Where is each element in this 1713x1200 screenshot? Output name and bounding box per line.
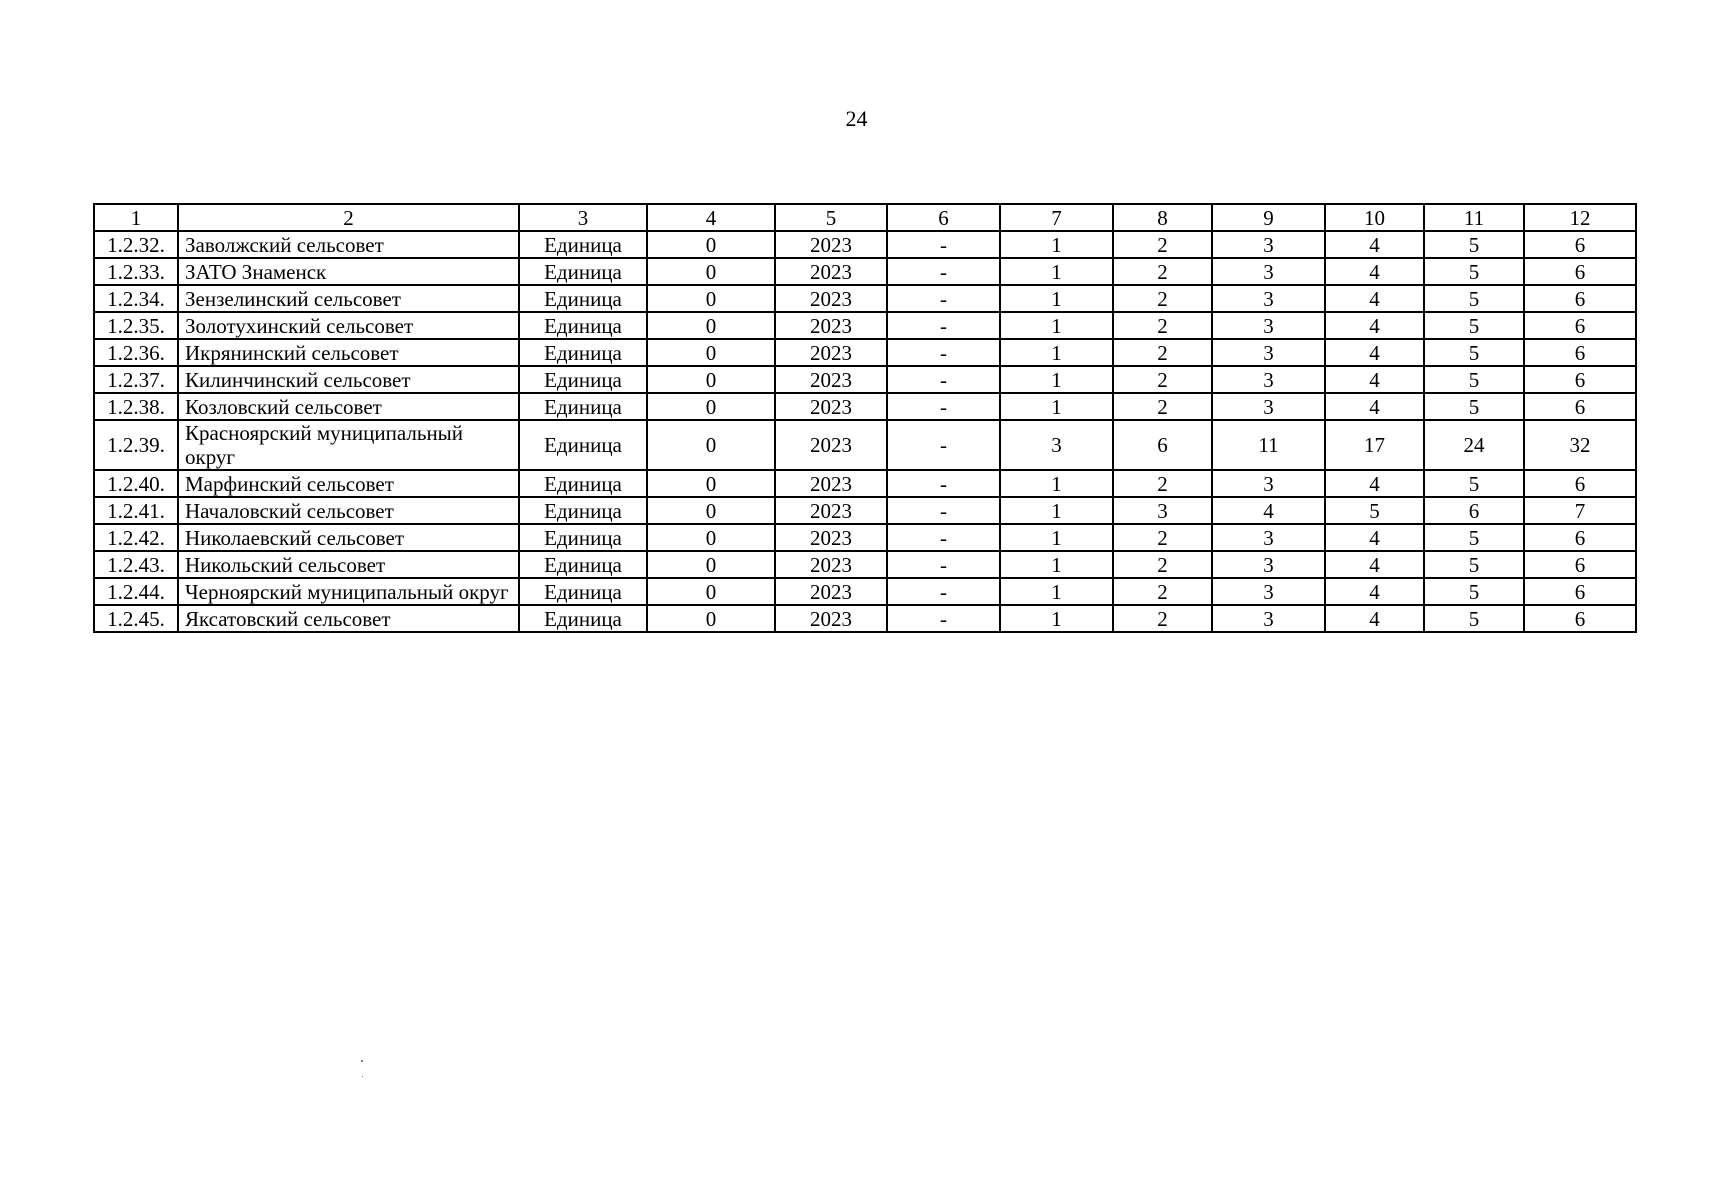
- col-12-value: 7: [1524, 497, 1636, 524]
- col-7-value: 1: [1000, 578, 1113, 605]
- row-unit: Единица: [519, 470, 647, 497]
- col-5-value: 2023: [775, 578, 887, 605]
- col-10-value: 4: [1325, 551, 1424, 578]
- col-12-value: 6: [1524, 339, 1636, 366]
- row-code: 1.2.33.: [94, 258, 178, 285]
- table-body: [94, 231, 1636, 632]
- col-7-value: 1: [1000, 497, 1113, 524]
- row-name: Золотухинский сельсовет: [178, 312, 519, 339]
- row-code: 1.2.44.: [94, 578, 178, 605]
- col-5-value: 2023: [775, 605, 887, 632]
- row-unit: Единица: [519, 285, 647, 312]
- scan-speck: [361, 1060, 363, 1062]
- col-9-value: 11: [1212, 420, 1325, 470]
- col-10-value: 4: [1325, 470, 1424, 497]
- col-9-value: 3: [1212, 258, 1325, 285]
- col-12-value: 6: [1524, 524, 1636, 551]
- row-name: Началовский сельсовет: [178, 497, 519, 524]
- row-name: Козловский сельсовет: [178, 393, 519, 420]
- col-4-value: 0: [647, 393, 775, 420]
- col-8-value: 2: [1113, 312, 1212, 339]
- table-row: [94, 393, 1636, 420]
- col-8-value: 2: [1113, 258, 1212, 285]
- column-header: 6: [887, 204, 1000, 231]
- row-code: 1.2.36.: [94, 339, 178, 366]
- col-4-value: 0: [647, 231, 775, 258]
- col-8-value: 2: [1113, 578, 1212, 605]
- col-9-value: 3: [1212, 605, 1325, 632]
- col-6-value: -: [887, 312, 1000, 339]
- col-4-value: 0: [647, 470, 775, 497]
- col-9-value: 3: [1212, 578, 1325, 605]
- col-6-value: -: [887, 366, 1000, 393]
- col-11-value: 5: [1424, 605, 1524, 632]
- col-7-value: 1: [1000, 285, 1113, 312]
- col-4-value: 0: [647, 339, 775, 366]
- col-11-value: 24: [1424, 420, 1524, 470]
- col-6-value: -: [887, 551, 1000, 578]
- table-row: [94, 312, 1636, 339]
- col-9-value: 3: [1212, 524, 1325, 551]
- col-7-value: 1: [1000, 605, 1113, 632]
- col-5-value: 2023: [775, 312, 887, 339]
- column-header: 4: [647, 204, 775, 231]
- col-8-value: 2: [1113, 524, 1212, 551]
- col-11-value: 5: [1424, 470, 1524, 497]
- table-row: [94, 366, 1636, 393]
- col-4-value: 0: [647, 497, 775, 524]
- row-code: 1.2.35.: [94, 312, 178, 339]
- table-row: [94, 231, 1636, 258]
- table-row: [94, 497, 1636, 524]
- col-7-value: 1: [1000, 258, 1113, 285]
- row-code: 1.2.38.: [94, 393, 178, 420]
- col-9-value: 3: [1212, 285, 1325, 312]
- col-12-value: 6: [1524, 470, 1636, 497]
- col-10-value: 4: [1325, 605, 1424, 632]
- page-number: 24: [845, 106, 868, 131]
- col-11-value: 5: [1424, 366, 1524, 393]
- col-10-value: 4: [1325, 285, 1424, 312]
- row-code: 1.2.43.: [94, 551, 178, 578]
- row-name: Икрянинский сельсовет: [178, 339, 519, 366]
- row-unit: Единица: [519, 578, 647, 605]
- col-12-value: 6: [1524, 312, 1636, 339]
- column-header: 5: [775, 204, 887, 231]
- col-5-value: 2023: [775, 497, 887, 524]
- col-10-value: 4: [1325, 339, 1424, 366]
- col-6-value: -: [887, 524, 1000, 551]
- table-row: [94, 551, 1636, 578]
- column-header: 3: [519, 204, 647, 231]
- table-header: [94, 204, 1636, 231]
- row-unit: Единица: [519, 551, 647, 578]
- col-9-value: 3: [1212, 339, 1325, 366]
- col-8-value: 2: [1113, 339, 1212, 366]
- col-4-value: 0: [647, 285, 775, 312]
- col-6-value: -: [887, 605, 1000, 632]
- col-9-value: 3: [1212, 551, 1325, 578]
- col-12-value: 6: [1524, 605, 1636, 632]
- col-12-value: 6: [1524, 231, 1636, 258]
- col-6-value: -: [887, 258, 1000, 285]
- col-4-value: 0: [647, 312, 775, 339]
- col-12-value: 6: [1524, 393, 1636, 420]
- col-4-value: 0: [647, 420, 775, 470]
- row-code: 1.2.41.: [94, 497, 178, 524]
- col-11-value: 5: [1424, 393, 1524, 420]
- table-row: [94, 420, 1636, 470]
- row-name: ЗАТО Знаменск: [178, 258, 519, 285]
- col-11-value: 5: [1424, 339, 1524, 366]
- col-7-value: 3: [1000, 420, 1113, 470]
- table-row: [94, 605, 1636, 632]
- col-5-value: 2023: [775, 524, 887, 551]
- col-7-value: 1: [1000, 524, 1113, 551]
- col-8-value: 3: [1113, 497, 1212, 524]
- col-12-value: 6: [1524, 258, 1636, 285]
- col-6-value: -: [887, 393, 1000, 420]
- column-header: 12: [1524, 204, 1636, 231]
- col-8-value: 2: [1113, 605, 1212, 632]
- col-8-value: 6: [1113, 420, 1212, 470]
- col-5-value: 2023: [775, 551, 887, 578]
- row-name: Черноярский муниципальный округ: [178, 578, 519, 605]
- col-5-value: 2023: [775, 470, 887, 497]
- col-5-value: 2023: [775, 393, 887, 420]
- row-name: Марфинский сельсовет: [178, 470, 519, 497]
- row-code: 1.2.34.: [94, 285, 178, 312]
- col-6-value: -: [887, 231, 1000, 258]
- col-10-value: 4: [1325, 393, 1424, 420]
- column-header: 1: [94, 204, 178, 231]
- table-row: [94, 470, 1636, 497]
- col-6-value: -: [887, 420, 1000, 470]
- col-10-value: 4: [1325, 231, 1424, 258]
- col-6-value: -: [887, 470, 1000, 497]
- col-7-value: 1: [1000, 339, 1113, 366]
- col-5-value: 2023: [775, 366, 887, 393]
- table-row: [94, 524, 1636, 551]
- col-8-value: 2: [1113, 285, 1212, 312]
- row-unit: Единица: [519, 393, 647, 420]
- col-9-value: 3: [1212, 470, 1325, 497]
- col-11-value: 5: [1424, 551, 1524, 578]
- row-code: 1.2.42.: [94, 524, 178, 551]
- col-4-value: 0: [647, 366, 775, 393]
- col-7-value: 1: [1000, 393, 1113, 420]
- column-header: 10: [1325, 204, 1424, 231]
- row-name: Зензелинский сельсовет: [178, 285, 519, 312]
- col-9-value: 3: [1212, 231, 1325, 258]
- col-11-value: 5: [1424, 231, 1524, 258]
- col-6-value: -: [887, 339, 1000, 366]
- row-unit: Единица: [519, 497, 647, 524]
- col-6-value: -: [887, 285, 1000, 312]
- col-9-value: 3: [1212, 312, 1325, 339]
- col-8-value: 2: [1113, 366, 1212, 393]
- col-4-value: 0: [647, 551, 775, 578]
- col-7-value: 1: [1000, 231, 1113, 258]
- col-8-value: 2: [1113, 470, 1212, 497]
- row-unit: Единица: [519, 420, 647, 470]
- col-5-value: 2023: [775, 231, 887, 258]
- table-row: [94, 258, 1636, 285]
- col-11-value: 5: [1424, 312, 1524, 339]
- column-header: 9: [1212, 204, 1325, 231]
- col-4-value: 0: [647, 258, 775, 285]
- col-12-value: 6: [1524, 578, 1636, 605]
- col-11-value: 5: [1424, 285, 1524, 312]
- data-table: [93, 203, 1637, 633]
- col-7-value: 1: [1000, 470, 1113, 497]
- row-name: Красноярский муниципальный округ: [178, 420, 519, 470]
- col-11-value: 6: [1424, 497, 1524, 524]
- col-7-value: 1: [1000, 366, 1113, 393]
- row-unit: Единица: [519, 366, 647, 393]
- row-name: Заволжский сельсовет: [178, 231, 519, 258]
- col-12-value: 6: [1524, 366, 1636, 393]
- col-7-value: 1: [1000, 312, 1113, 339]
- row-unit: Единица: [519, 312, 647, 339]
- col-5-value: 2023: [775, 420, 887, 470]
- col-6-value: -: [887, 578, 1000, 605]
- col-5-value: 2023: [775, 285, 887, 312]
- row-unit: Единица: [519, 231, 647, 258]
- col-11-value: 5: [1424, 578, 1524, 605]
- column-header: 2: [178, 204, 519, 231]
- col-10-value: 4: [1325, 366, 1424, 393]
- row-code: 1.2.37.: [94, 366, 178, 393]
- col-9-value: 4: [1212, 497, 1325, 524]
- table-row: [94, 578, 1636, 605]
- col-9-value: 3: [1212, 393, 1325, 420]
- row-name: Яксатовский сельсовет: [178, 605, 519, 632]
- row-unit: Единица: [519, 605, 647, 632]
- column-header: 8: [1113, 204, 1212, 231]
- col-4-value: 0: [647, 578, 775, 605]
- column-header: 11: [1424, 204, 1524, 231]
- col-11-value: 5: [1424, 258, 1524, 285]
- scan-speck: [362, 1076, 363, 1077]
- col-10-value: 5: [1325, 497, 1424, 524]
- col-5-value: 2023: [775, 258, 887, 285]
- row-unit: Единица: [519, 524, 647, 551]
- row-name: Николаевский сельсовет: [178, 524, 519, 551]
- col-5-value: 2023: [775, 339, 887, 366]
- row-code: 1.2.32.: [94, 231, 178, 258]
- col-8-value: 2: [1113, 551, 1212, 578]
- row-code: 1.2.45.: [94, 605, 178, 632]
- row-unit: Единица: [519, 339, 647, 366]
- col-10-value: 4: [1325, 578, 1424, 605]
- col-6-value: -: [887, 497, 1000, 524]
- column-header: 7: [1000, 204, 1113, 231]
- row-code: 1.2.39.: [94, 420, 178, 470]
- col-8-value: 2: [1113, 231, 1212, 258]
- col-11-value: 5: [1424, 524, 1524, 551]
- row-code: 1.2.40.: [94, 470, 178, 497]
- col-7-value: 1: [1000, 551, 1113, 578]
- col-9-value: 3: [1212, 366, 1325, 393]
- row-unit: Единица: [519, 258, 647, 285]
- col-12-value: 6: [1524, 285, 1636, 312]
- col-8-value: 2: [1113, 393, 1212, 420]
- table-row: [94, 339, 1636, 366]
- col-10-value: 4: [1325, 312, 1424, 339]
- header-row: [94, 204, 1636, 231]
- row-name: Никольский сельсовет: [178, 551, 519, 578]
- col-10-value: 17: [1325, 420, 1424, 470]
- col-10-value: 4: [1325, 524, 1424, 551]
- col-12-value: 6: [1524, 551, 1636, 578]
- table-row: [94, 285, 1636, 312]
- col-4-value: 0: [647, 605, 775, 632]
- row-name: Килинчинский сельсовет: [178, 366, 519, 393]
- col-12-value: 32: [1524, 420, 1636, 470]
- col-10-value: 4: [1325, 258, 1424, 285]
- col-4-value: 0: [647, 524, 775, 551]
